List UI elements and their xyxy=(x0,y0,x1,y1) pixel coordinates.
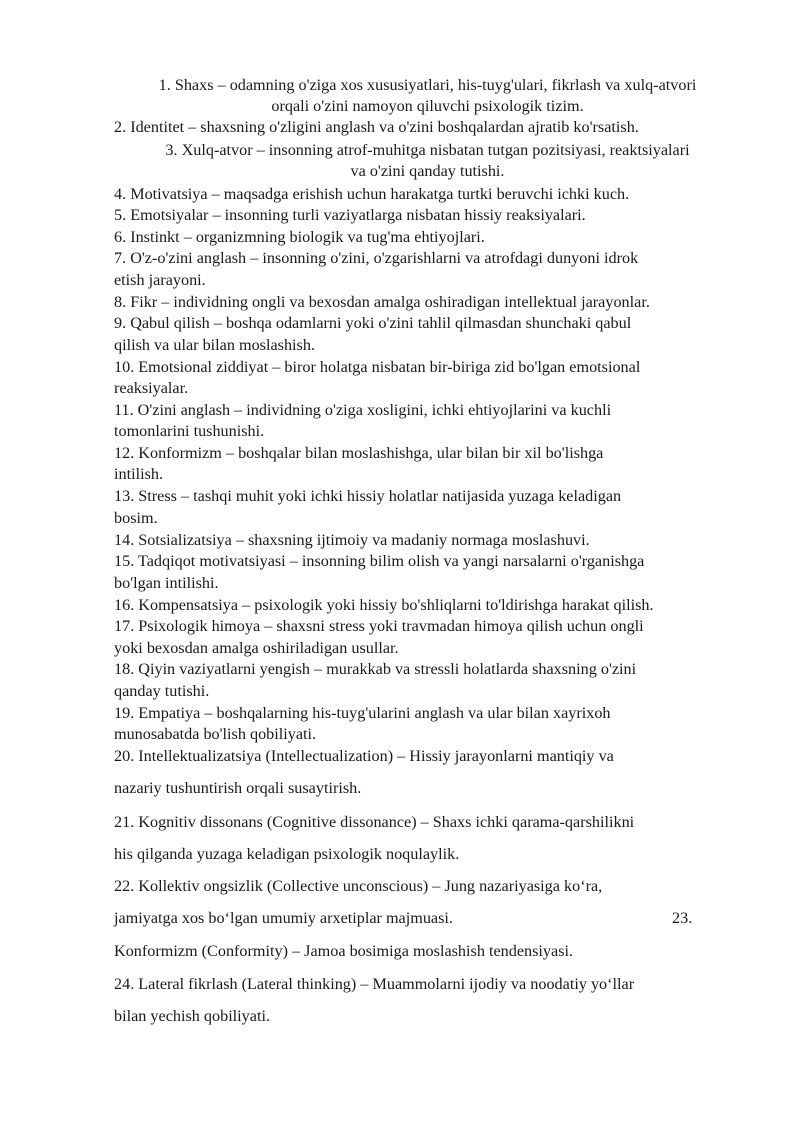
text-line: tomonlarini tushunishi. xyxy=(114,422,265,440)
text-line: bosim. xyxy=(114,509,158,527)
text-line: 6. Instinkt – organizmning biologik va tug'ma ehtiyojlari. xyxy=(114,228,485,246)
text-line: qanday tutishi. xyxy=(114,682,210,700)
text-line: 20. Intellektualizatsiya (Intellectualization) – Hissiy jarayonlarni mantiqiy va xyxy=(114,747,614,765)
text-line: bo'lgan intilishi. xyxy=(114,574,219,592)
text-line: 9. Qabul qilish – boshqa odamlarni yoki o'zini tahlil qilmasdan shunchaki qabul xyxy=(114,314,632,332)
text-line: 24. Lateral fikrlash (Lateral thinking) – Muammolarni ijodiy va noodatiy yo‘llar xyxy=(114,975,635,993)
text-line: 19. Empatiya – boshqalarning his-tuyg'ularini anglash va ular bilan xayrixoh xyxy=(114,704,611,722)
text-line: 7. O'z-o'zini anglash – insonning o'zini, o'zgarishlarni va atrofdagi dunyoni idrok xyxy=(114,249,639,267)
text-line: 18. Qiyin vaziyatlarni yengish – murakkab va stressli holatlarda shaxsning o'zini xyxy=(114,660,637,678)
text-line: jamiyatga xos bo‘lgan umumiy arxetiplar majmuasi. xyxy=(114,909,453,927)
text-line: 17. Psixologik himoya – shaxsni stress yoki travmadan himoya qilish uchun ongli xyxy=(114,617,644,635)
text-line: orqali o'zini namoyon qiluvchi psixologik tizim. xyxy=(271,97,584,115)
text-line: qilish va ular bilan moslashish. xyxy=(114,336,315,354)
text-line: munosabatda bo'lish qobiliyati. xyxy=(114,725,317,743)
text-line: nazariy tushuntirish orqali susaytirish. xyxy=(114,779,362,797)
text-line: 10. Emotsional ziddiyat – biror holatga nisbatan bir-biriga zid bo'lgan emotsional xyxy=(114,358,641,376)
text-line: va o'zini qanday tutishi. xyxy=(350,162,505,180)
text-line: yoki bexosdan amalga oshiriladigan usullar. xyxy=(114,639,399,657)
text-line: 12. Konformizm – boshqalar bilan moslashishga, ular bilan bir xil bo'lishga xyxy=(114,444,604,462)
text-line: 5. Emotsiyalar – insonning turli vaziyatlarga nisbatan hissiy reaksiyalari. xyxy=(114,206,586,224)
text-line: bilan yechish qobiliyati. xyxy=(114,1007,271,1025)
text-line: etish jarayoni. xyxy=(114,271,206,289)
text-line: 2. Identitet – shaxsning o'zligini anglash va o'zini boshqalardan ajratib ko'rsatish. xyxy=(114,118,639,136)
text-line: intilish. xyxy=(114,465,164,483)
text-line: 3. Xulq-atvor – insonning atrof-muhitga nisbatan tutgan pozitsiyasi, reaktsiyalari xyxy=(165,141,690,159)
text-line: 4. Motivatsiya – maqsadga erishish uchun harakatga turtki beruvchi ichki kuch. xyxy=(114,185,630,203)
text-line: 1. Shaxs – odamning o'ziga xos xususiyatlari, his-tuyg'ulari, fikrlash va xulq-atvori xyxy=(158,76,697,94)
text-line: 8. Fikr – individning ongli va bexosdan amalga oshiradigan intellektual jarayonlar. xyxy=(114,293,650,311)
text-line: 14. Sotsializatsiya – shaxsning ijtimoiy va madaniy normaga moslashuvi. xyxy=(114,531,590,549)
text-line: 11. O'zini anglash – individning o'ziga xosligini, ichki ehtiyojlarini va kuchli xyxy=(114,401,612,419)
text-line: 13. Stress – tashqi muhit yoki ichki hissiy holatlar natijasida yuzaga keladigan xyxy=(114,487,622,505)
text-line: 16. Kompensatsiya – psixologik yoki hissiy bo'shliqlarni to'ldirishga harakat qilish. xyxy=(114,596,654,614)
text-line: 21. Kognitiv dissonans (Cognitive dissonance) – Shaxs ichki qarama-qarshilikni xyxy=(114,813,635,831)
text-line: Konformizm (Conformity) – Jamoa bosimiga moslashish tendensiyasi. xyxy=(114,942,574,960)
text-line: 15. Tadqiqot motivatsiyasi – insonning bilim olish va yangi narsalarni o'rganishga xyxy=(114,552,645,570)
text-line: reaksiyalar. xyxy=(114,379,189,397)
text-line: 23. xyxy=(672,909,693,927)
text-line: 22. Kollektiv ongsizlik (Collective unconscious) – Jung nazariyasiga ko‘ra, xyxy=(114,877,603,895)
text-line: his qilganda yuzaga keladigan psixologik noqulaylik. xyxy=(114,845,460,863)
